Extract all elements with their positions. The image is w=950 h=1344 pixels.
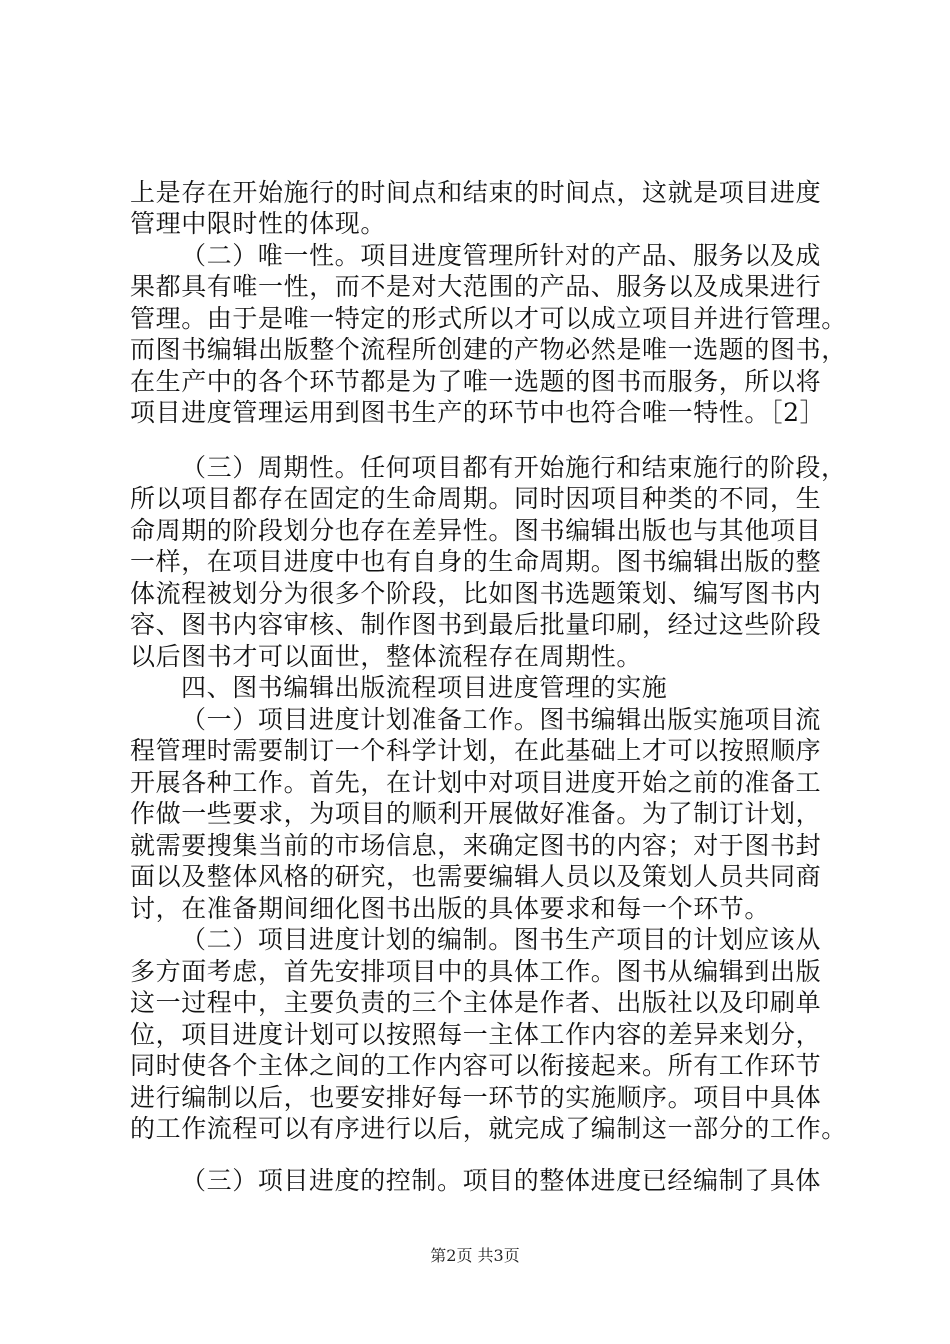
- text-line: 项目进度管理运用到图书生产的环节中也符合唯一特性。［2］: [130, 398, 826, 427]
- text-line: 以后图书才可以面世，整体流程存在周期性。: [130, 642, 643, 671]
- text-line: （一）项目进度计划准备工作。图书编辑出版实施项目流: [181, 705, 822, 734]
- text-line: 同时使各个主体之间的工作内容可以衔接起来。所有工作环节: [130, 1051, 822, 1080]
- text-line: 开展各种工作。首先，在计划中对项目进度开始之前的准备工: [130, 768, 822, 797]
- text-line: 果都具有唯一性，而不是对大范围的产品、服务以及成果进行: [130, 272, 822, 301]
- text-line: 命周期的阶段划分也存在差异性。图书编辑出版也与其他项目: [130, 516, 822, 545]
- section-heading: 四、图书编辑出版流程项目进度管理的实施: [181, 673, 668, 702]
- text-line: 管理。由于是唯一特定的形式所以才可以成立项目并进行管理。: [130, 304, 847, 333]
- text-line: 多方面考虑，首先安排项目中的具体工作。图书从编辑到出版: [130, 957, 822, 986]
- text-line: 所以项目都存在固定的生命周期。同时因项目种类的不同，生: [130, 484, 822, 513]
- text-line: （二）唯一性。项目进度管理所针对的产品、服务以及成: [181, 241, 822, 270]
- text-line: 程管理时需要制订一个科学计划，在此基础上才可以按照顺序: [130, 736, 822, 765]
- text-line: （二）项目进度计划的编制。图书生产项目的计划应该从: [181, 925, 822, 954]
- text-line: （三）周期性。任何项目都有开始施行和结束施行的阶段，: [181, 453, 847, 482]
- text-line: 一样，在项目进度中也有自身的生命周期。图书编辑出版的整: [130, 547, 822, 576]
- page-number-footer: 第2页 共3页: [430, 1246, 520, 1265]
- text-line: 在生产中的各个环节都是为了唯一选题的图书而服务，所以将: [130, 367, 822, 396]
- text-line: 位，项目进度计划可以按照每一主体工作内容的差异来划分，: [130, 1020, 822, 1049]
- text-line: 管理中限时性的体现。: [130, 209, 387, 238]
- text-line: 体流程被划分为很多个阶段，比如图书选题策划、编写图书内: [130, 579, 822, 608]
- text-line: 容、图书内容审核、制作图书到最后批量印刷，经过这些阶段: [130, 610, 822, 639]
- text-line: 就需要搜集当前的市场信息，来确定图书的内容；对于图书封: [130, 831, 822, 860]
- text-line: 进行编制以后，也要安排好每一环节的实施顺序。项目中具体: [130, 1083, 822, 1112]
- text-line: 而图书编辑出版整个流程所创建的产物必然是唯一选题的图书，: [130, 335, 847, 364]
- text-line: 作做一些要求，为项目的顺利开展做好准备。为了制订计划，: [130, 799, 822, 828]
- text-line: 的工作流程可以有序进行以后，就完成了编制这一部分的工作。: [130, 1114, 847, 1143]
- text-line: 这一过程中，主要负责的三个主体是作者、出版社以及印刷单: [130, 988, 822, 1017]
- text-line: 上是存在开始施行的时间点和结束的时间点，这就是项目进度: [130, 178, 822, 207]
- text-line: 讨，在准备期间细化图书出版的具体要求和每一个环节。: [130, 894, 771, 923]
- text-line: （三）项目进度的控制。项目的整体进度已经编制了具体: [181, 1166, 822, 1195]
- text-line: 面以及整体风格的研究，也需要编辑人员以及策划人员共同商: [130, 862, 822, 891]
